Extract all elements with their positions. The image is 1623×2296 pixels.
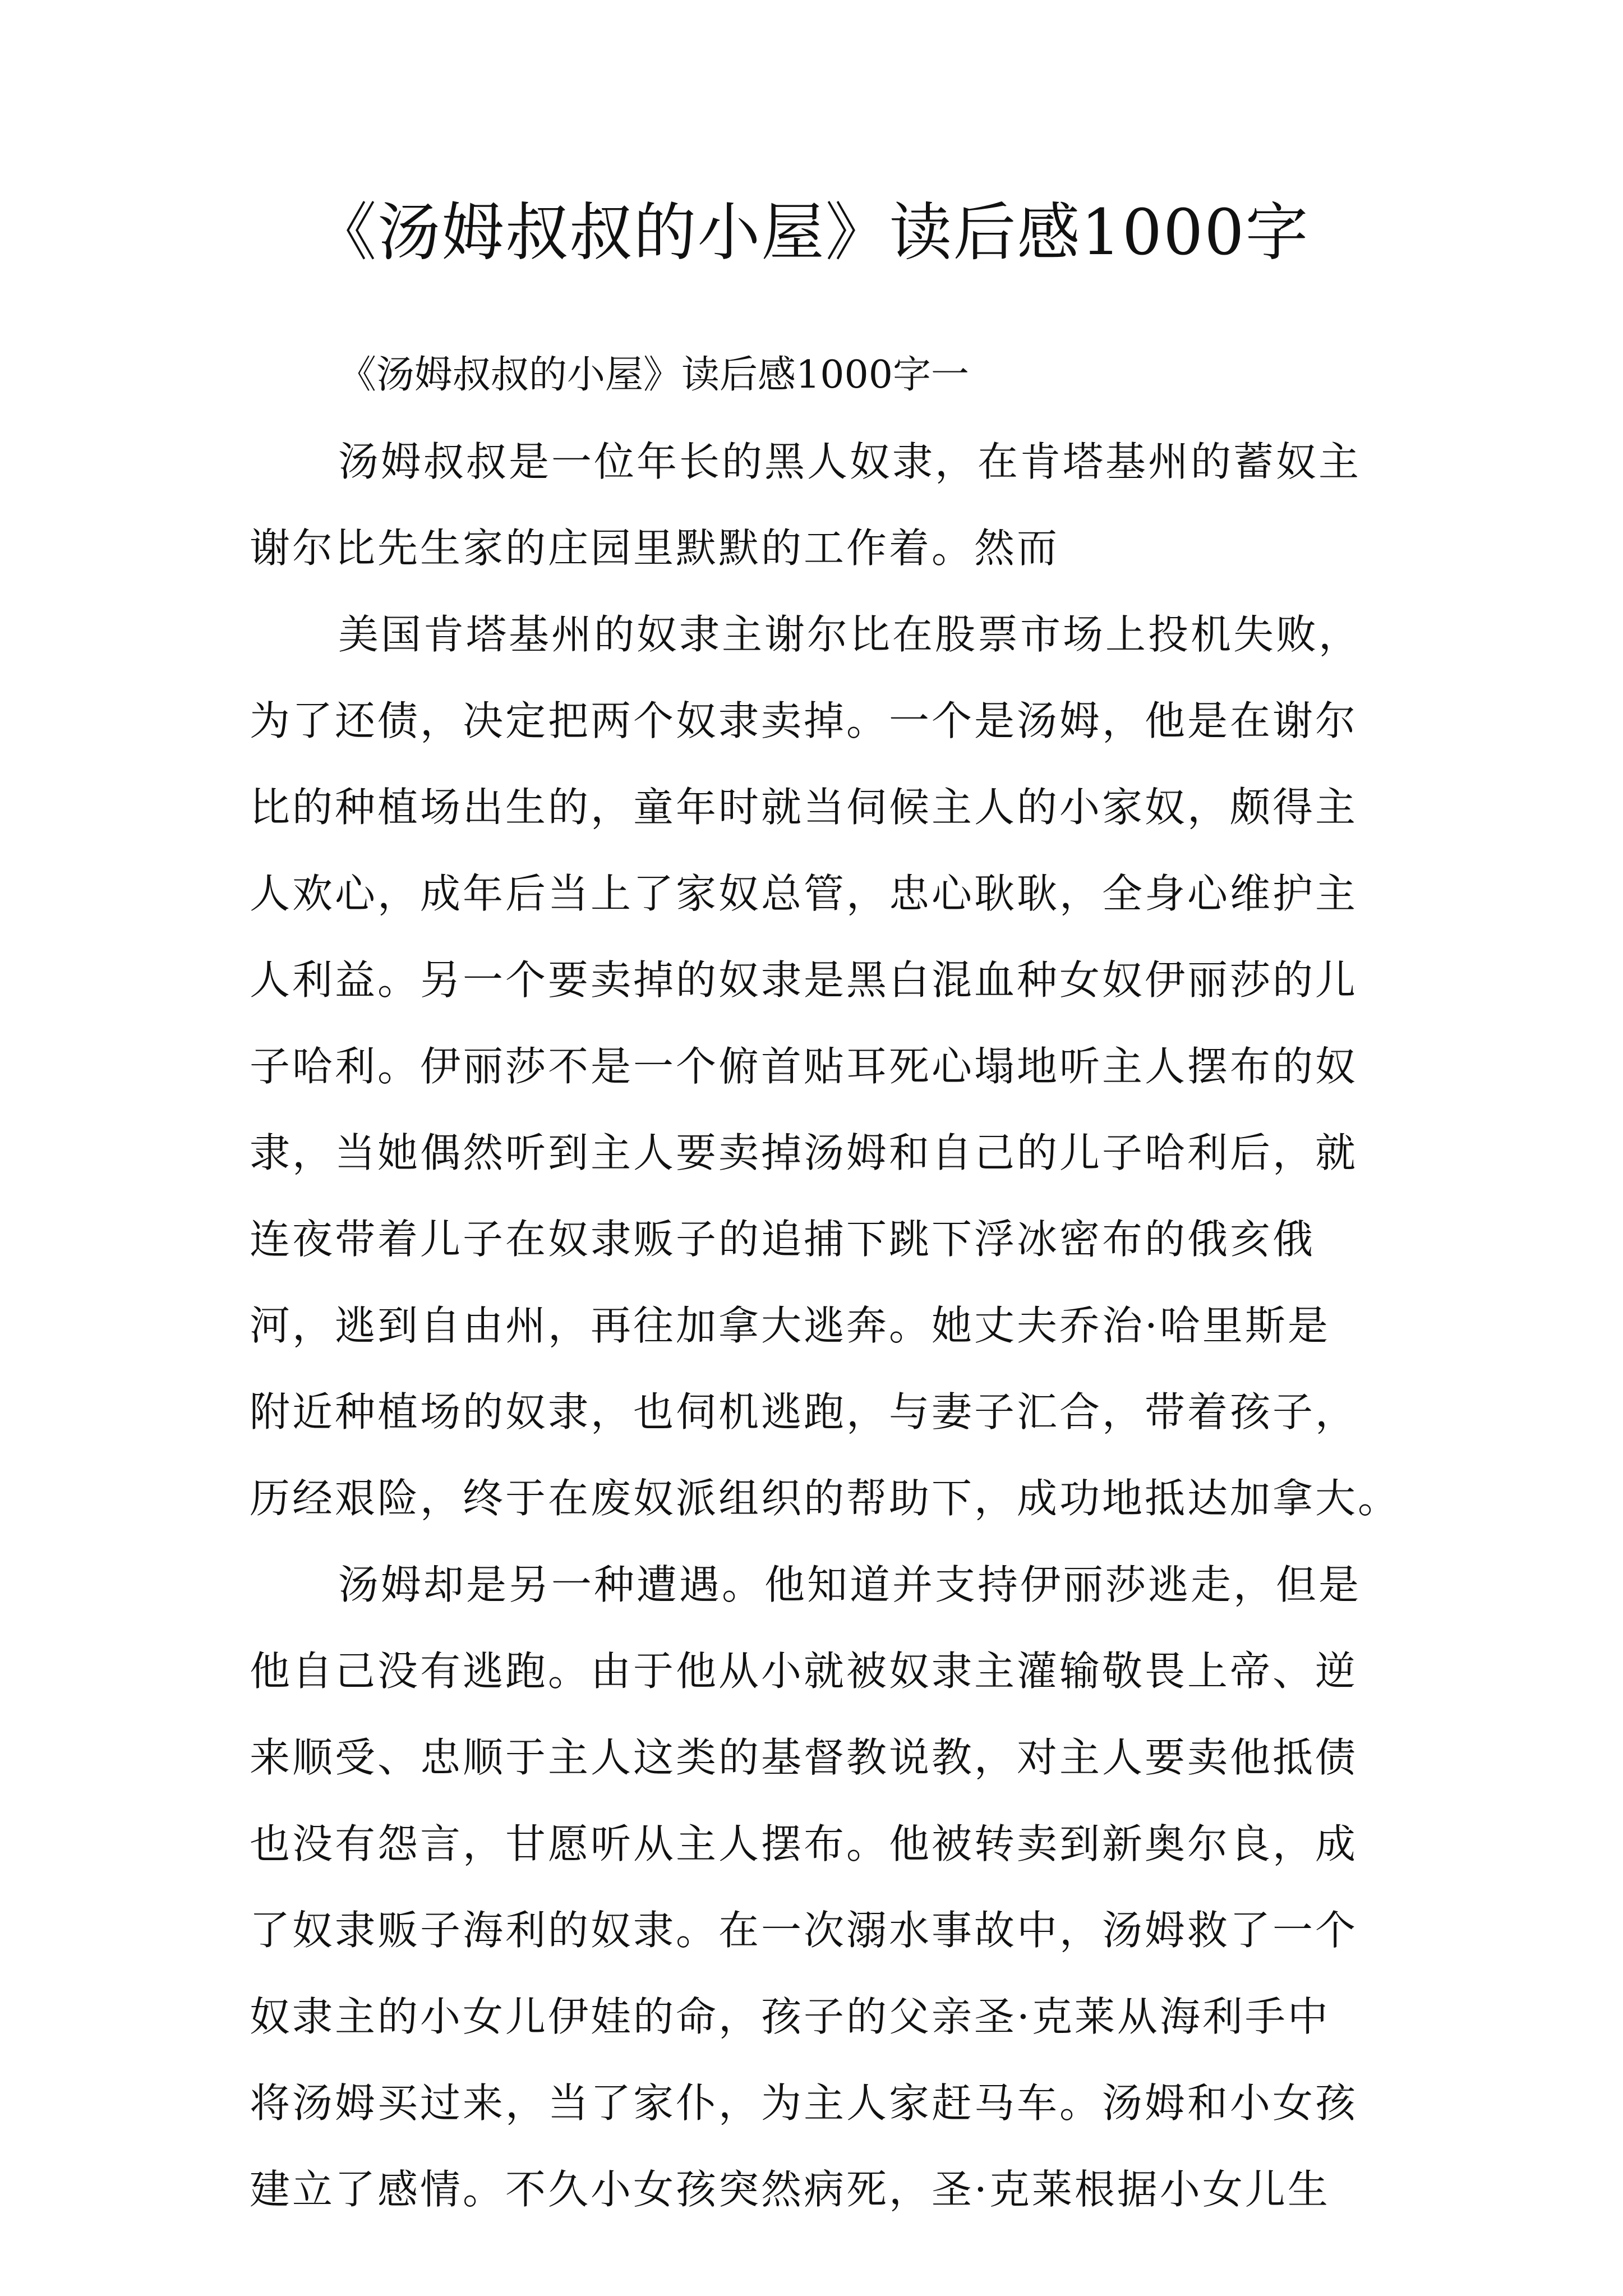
paragraph-line: 也没有怨言，甘愿听从主人摆布。他被转卖到新奥尔良，成	[250, 1820, 1358, 1867]
section-heading: 《汤姆叔叔的小屋》读后感1000字一	[338, 353, 970, 397]
paragraph-line: 子哈利。伊丽莎不是一个俯首贴耳死心塌地听主人摆布的奴	[250, 1043, 1358, 1090]
paragraph-line: 比的种植场出生的，童年时就当伺候主人的小家奴，颇得主	[250, 784, 1358, 831]
paragraph-line: 河，逃到自由州，再往加拿大逃奔。她丈夫乔治·哈里斯是	[250, 1302, 1330, 1349]
paragraph-line: 来顺受、忠顺于主人这类的基督教说教，对主人要卖他抵债	[250, 1734, 1358, 1781]
paragraph-line: 奴隶主的小女儿伊娃的命，孩子的父亲圣·克莱从海利手中	[250, 1993, 1330, 2040]
paragraph-line: 历经艰险，终于在废奴派组织的帮助下，成功地抵达加拿大。	[250, 1475, 1401, 1522]
paragraph-line: 建立了感情。不久小女孩突然病死，圣·克莱根据小女儿生	[250, 2166, 1330, 2213]
document-title: 《汤姆叔叔的小屋》读后感1000字	[313, 196, 1310, 269]
paragraph-line: 他自己没有逃跑。由于他从小就被奴隶主灌输敬畏上帝、逆	[250, 1648, 1358, 1695]
paragraph-line: 连夜带着儿子在奴隶贩子的追捕下跳下浮冰密布的俄亥俄	[250, 1216, 1316, 1263]
paragraph-line: 为了还债，决定把两个奴隶卖掉。一个是汤姆，他是在谢尔	[250, 697, 1358, 744]
paragraph-line: 人欢心，成年后当上了家奴总管，忠心耿耿，全身心维护主	[250, 870, 1358, 917]
paragraph-line: 汤姆叔叔是一位年长的黑人奴隶，在肯塔基州的蓄奴主	[338, 438, 1362, 485]
paragraph-line: 人利益。另一个要卖掉的奴隶是黑白混血种女奴伊丽莎的儿	[250, 956, 1358, 1004]
paragraph-line: 汤姆却是另一种遭遇。他知道并支持伊丽莎逃走，但是	[338, 1561, 1362, 1608]
paragraph-line: 了奴隶贩子海利的奴隶。在一次溺水事故中，汤姆救了一个	[250, 1907, 1358, 1954]
document-body	[250, 332, 1401, 2233]
paragraph-line: 美国肯塔基州的奴隶主谢尔比在股票市场上投机失败，	[338, 611, 1362, 658]
paragraph-line: 谢尔比先生家的庄园里默默的工作着。然而	[250, 524, 1060, 572]
paragraph-line: 将汤姆买过来，当了家仆，为主人家赶马车。汤姆和小女孩	[250, 2079, 1358, 2127]
paragraph-line: 附近种植场的奴隶，也伺机逃跑，与妻子汇合，带着孩子，	[250, 1388, 1358, 1435]
paragraph-line: 隶，当她偶然听到主人要卖掉汤姆和自己的儿子哈利后，就	[250, 1129, 1358, 1176]
